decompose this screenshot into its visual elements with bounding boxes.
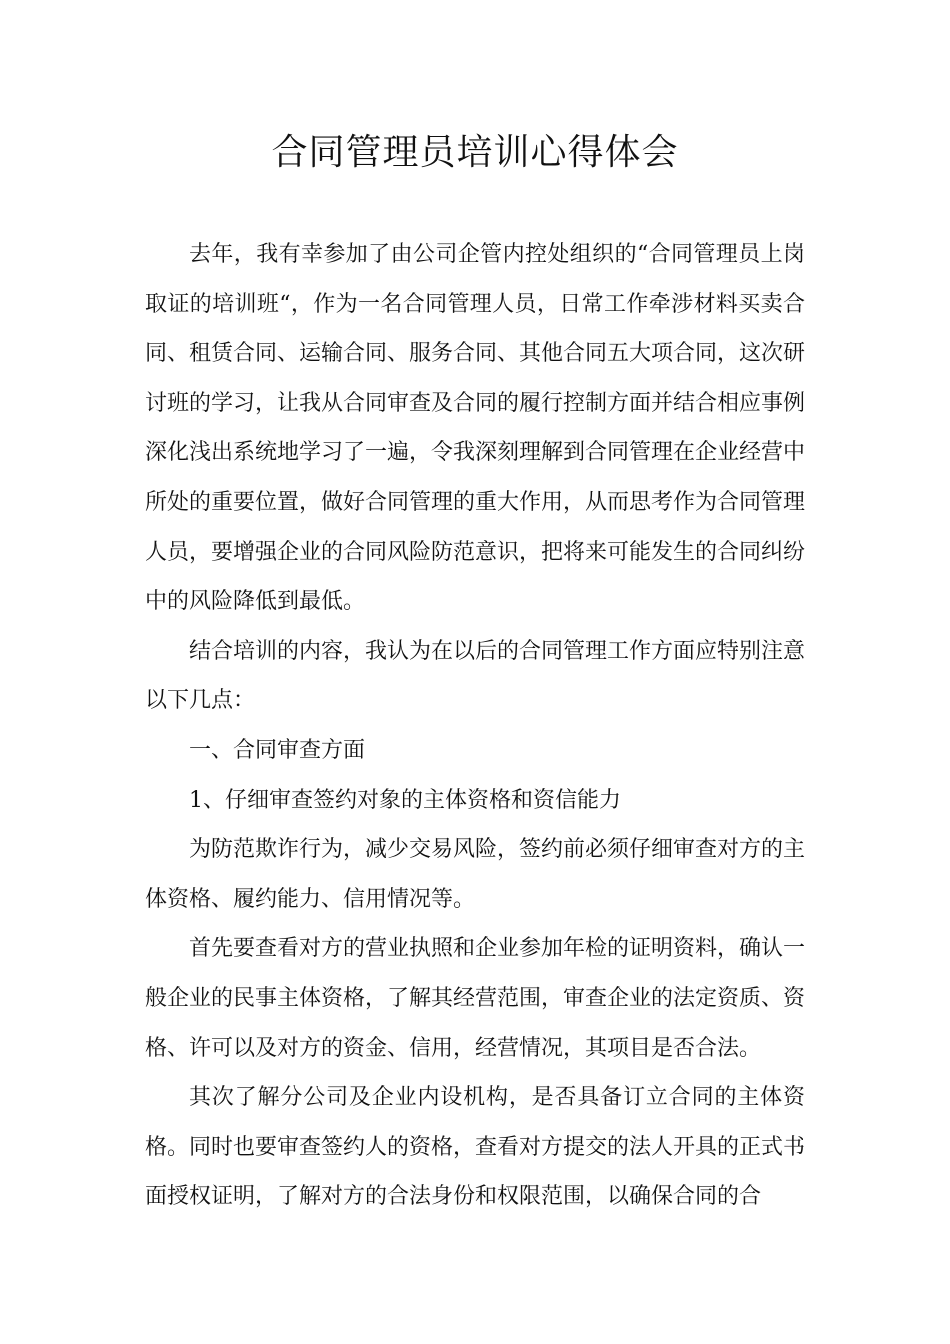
section-heading-contract-review: 一、合同审查方面 bbox=[189, 737, 366, 763]
paragraph-business-license: 首先要查看对方的营业执照和企业参加年检的证明资料，确认一般企业的民事主体资格，了解其经营范围，审查企业的法定资质、资格、许可以及对方的资金、信用，经营情况，其项目是否合法。 bbox=[145, 936, 806, 1061]
paragraph-fraud-prevention: 为防范欺诈行为，减少交易风险，签约前必须仔细审查对方的主体资格、履约能力、信用情况等。 bbox=[145, 837, 806, 912]
document-title: 合同管理员培训心得体会 bbox=[271, 132, 679, 173]
paragraph-points-lead: 结合培训的内容，我认为在以后的合同管理工作方面应特别注意以下几点： bbox=[145, 638, 806, 714]
paragraph-intro: 去年，我有幸参加了由公司企管内控处组织的“合同管理员上岗取证的培训班“，作为一名合同管理人员，日常工作牵涉材料买卖合同、租赁合同、运输合同、服务合同、其他合同五大项合同，这次研讨班的学习，让我从合同审查及合同的履行控制方面并结合相应事例深化浅出系统地学习了一遍，令我深刻理解到合同管理在企业经营中所处的重要位置，做好合同管理的重大作用，从而思考作为合同管理人员，要增强企业的合同风险防范意识，把将来可能发生的合同纠纷中的风险降低到最低。 bbox=[145, 242, 806, 615]
document-body bbox=[145, 230, 805, 1222]
paragraph-branch-qualification: 其次了解分公司及企业内设机构，是否具备订立合同的主体资格。同时也要审查签约人的资格，查看对方提交的法人开具的正式书面授权证明，了解对方的合法身份和权限范围，以确保合同的合 bbox=[145, 1085, 806, 1210]
subsection-heading-subject-qualification: 1、仔细审查签约对象的主体资格和资信能力 bbox=[189, 787, 621, 813]
